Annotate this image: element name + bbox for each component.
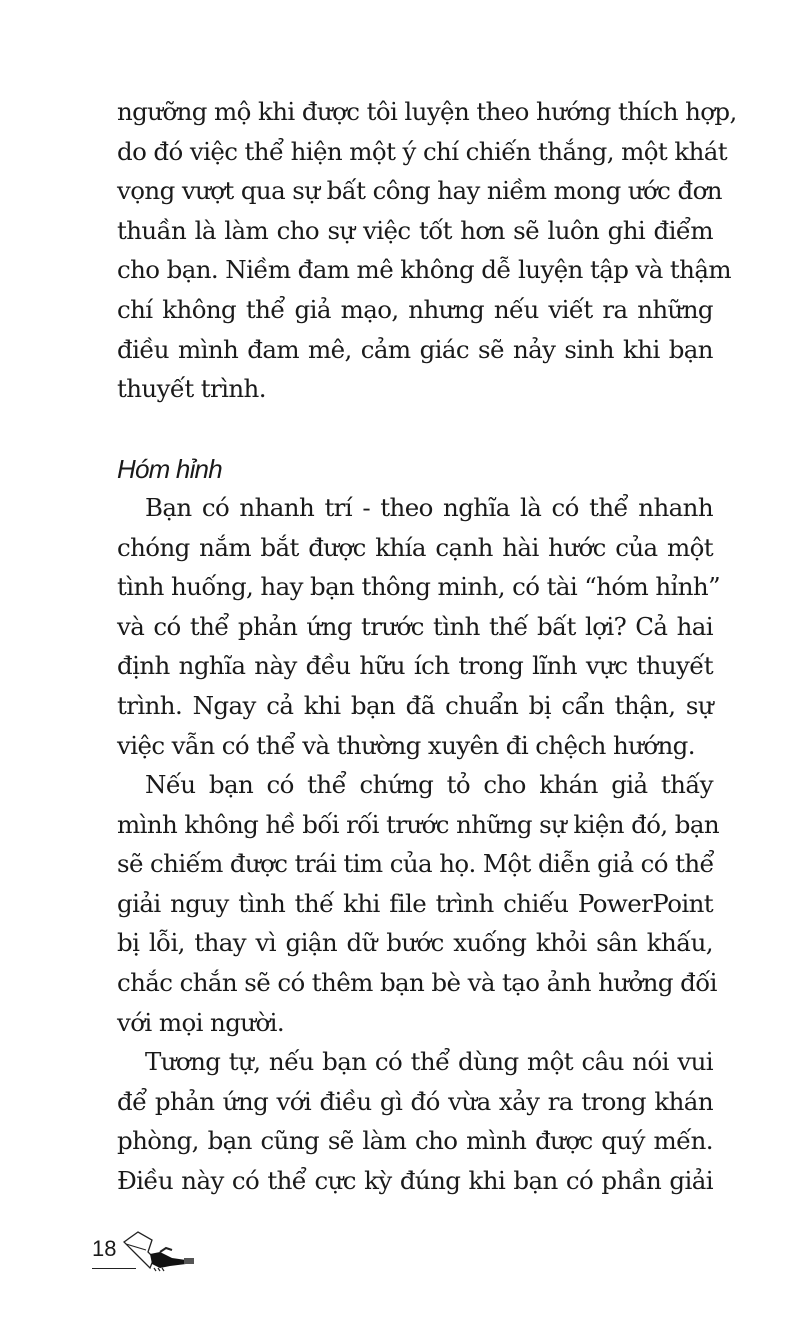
text-line: Nếu bạn có thể chứng tỏ cho khán giả thấy xyxy=(145,770,713,800)
text-line: việc vẫn có thể và thường xuyên đi chệch hướng. xyxy=(117,730,695,760)
text-line: bị lỗi, thay vì giận dữ bước xuống khỏi sân khấu, xyxy=(117,928,713,958)
writing-hand-ornament-icon xyxy=(120,1228,200,1272)
text-line: phòng, bạn cũng sẽ làm cho mình được quý mến. xyxy=(117,1126,713,1156)
text-line: để phản ứng với điều gì đó vừa xảy ra trong khán xyxy=(117,1086,713,1116)
text-line: chí không thể giả mạo, nhưng nếu viết ra những xyxy=(117,294,713,324)
text-line: tình huống, hay bạn thông minh, có tài “hóm hỉnh” xyxy=(117,572,721,602)
text-line: mình không hề bối rối trước những sự kiện đó, bạn xyxy=(117,809,720,839)
text-line: giải nguy tình thế khi file trình chiếu PowerPoint xyxy=(117,888,713,918)
paragraph-2 xyxy=(117,488,721,765)
text-line: và có thể phản ứng trước tình thế bất lợi? Cả hai xyxy=(117,611,713,641)
text-line: Tương tự, nếu bạn có thể dùng một câu nói vui xyxy=(145,1047,713,1077)
text-line: điều mình đam mê, cảm giác sẽ nảy sinh khi bạn xyxy=(117,334,713,364)
section-heading: Hóm hỉnh xyxy=(117,454,222,485)
text-line: thuần là làm cho sự việc tốt hơn sẽ luôn ghi điểm xyxy=(117,215,713,245)
text-line: Bạn có nhanh trí - theo nghĩa là có thể nhanh xyxy=(145,492,713,522)
text-line: định nghĩa này đều hữu ích trong lĩnh vực thuyết xyxy=(117,651,713,681)
text-line: do đó việc thể hiện một ý chí chiến thắng, một khát xyxy=(117,136,728,166)
paragraph-1 xyxy=(117,92,737,409)
text-line: chắc chắn sẽ có thêm bạn bè và tạo ảnh hưởng đối xyxy=(117,968,717,998)
paragraph-3 xyxy=(117,765,720,1042)
text-line: vọng vượt qua sự bất công hay niềm mong ước đơn xyxy=(117,176,722,206)
paragraph-4 xyxy=(117,1042,713,1200)
text-line: với mọi người. xyxy=(117,1007,285,1037)
text-line: sẽ chiếm được trái tim của họ. Một diễn giả có thể xyxy=(117,849,714,879)
text-line: cho bạn. Niềm đam mê không dễ luyện tập và thậm xyxy=(117,255,731,285)
page-body xyxy=(117,92,737,1201)
text-line: ngưỡng mộ khi được tôi luyện theo hướng thích hợp, xyxy=(117,97,737,126)
text-line: chóng nắm bắt được khía cạnh hài hước của một xyxy=(117,532,713,562)
text-line: trình. Ngay cả khi bạn đã chuẩn bị cẩn thận, sự xyxy=(117,690,713,720)
page-number: 18 xyxy=(92,1236,117,1261)
spacer xyxy=(117,409,713,449)
text-line: Điều này có thể cực kỳ đúng khi bạn có phần giải xyxy=(117,1166,713,1196)
text-line: thuyết trình. xyxy=(117,374,266,404)
